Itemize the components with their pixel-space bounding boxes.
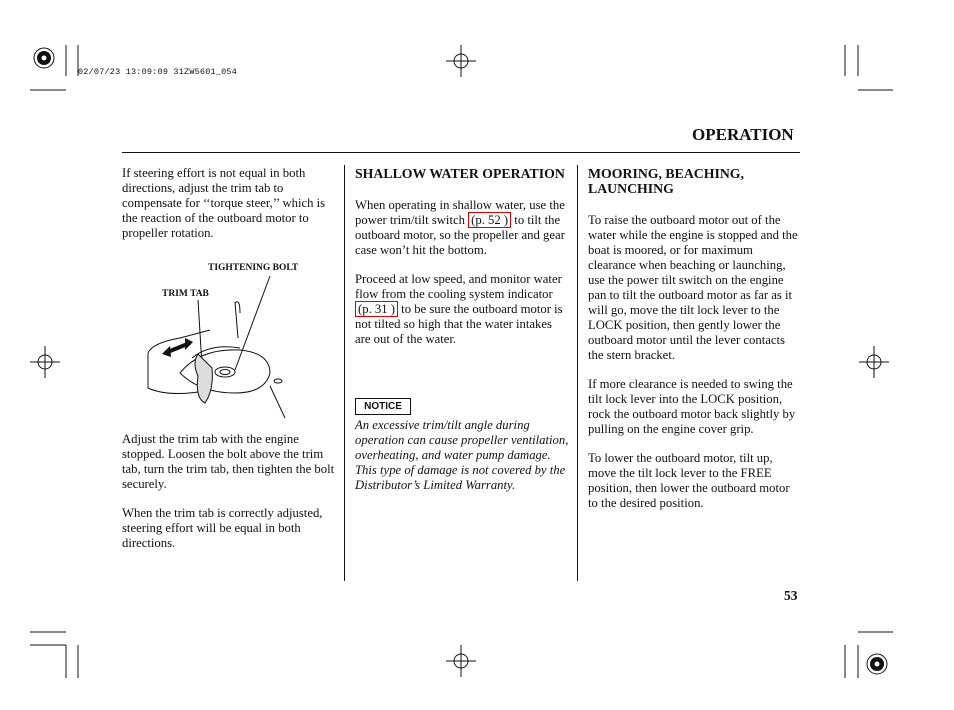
paragraph: When the trim tab is correctly adjusted, steering effort will be equal in both directions. bbox=[122, 506, 323, 550]
print-slug: 02/07/23 13:09:09 31ZW5601_054 bbox=[78, 67, 238, 77]
page-reference-link[interactable]: (p. 52 ) bbox=[468, 212, 511, 228]
notice-badge: NOTICE bbox=[355, 398, 411, 415]
paragraph: Adjust the trim tab with the engine stopped. Loosen the bolt above the trim tab, turn the trim tab, then tighten the bolt securely. bbox=[122, 432, 335, 491]
right-column bbox=[588, 166, 801, 525]
left-column-lower bbox=[122, 432, 337, 565]
section-heading: MOORING, BEACHING, LAUNCHING bbox=[588, 166, 744, 196]
middle-column bbox=[355, 166, 570, 361]
paragraph: Proceed at low speed, and monitor water flow from the cooling system indicator (p. 31 ) to be sure the outboard motor is not tilted so high that the water intakes are out of the water. bbox=[355, 272, 563, 346]
trim-tab-figure bbox=[140, 258, 340, 423]
column-divider bbox=[344, 165, 345, 581]
paragraph: If steering effort is not equal in both directions, adjust the trim tab to compensate for ‘‘torque steer,’’ which is the reaction of the outboard motor to propeller rotation. bbox=[122, 166, 326, 240]
paragraph: To raise the outboard motor out of the water while the engine is stopped and the boat is moored, or for maximum clearance when beaching or launching, use the power tilt switch on the engine pan to tilt the outboard motor as far as it will go, move the tilt lock lever to the LOCK position, then gently lower the outboard motor until the lever contacts the stern bracket. bbox=[588, 213, 798, 362]
paragraph: When operating in shallow water, use the power trim/tilt switch (p. 52 ) to tilt the outboard motor, so the propeller and gear case won’t hit the bottom. bbox=[355, 198, 565, 257]
page-reference-link[interactable]: (p. 31 ) bbox=[355, 301, 398, 317]
left-column bbox=[122, 166, 337, 255]
trim-tab-illustration bbox=[140, 258, 340, 423]
registration-star-icon bbox=[867, 654, 887, 674]
section-title: OPERATION bbox=[692, 125, 794, 144]
section-heading: SHALLOW WATER OPERATION bbox=[355, 166, 565, 181]
notice-text: An excessive trim/tilt angle during operation can cause propeller ventilation, overheating, and water pump damage. This type of damage is not covered by the Distributor’s Limited Warranty. bbox=[355, 418, 569, 492]
figure-label-bolt: TIGHTENING BOLT bbox=[208, 263, 299, 273]
paragraph: If more clearance is needed to swing the tilt lock lever into the LOCK position, rock the outboard motor back slightly by pulling on the engine cover grip. bbox=[588, 377, 796, 436]
registration-star-icon bbox=[34, 48, 54, 68]
header-rule bbox=[122, 152, 800, 153]
paragraph: To lower the outboard motor, tilt up, move the tilt lock lever to the FREE position, then lower the outboard motor to the desired position. bbox=[588, 451, 790, 510]
figure-label-tab: TRIM TAB bbox=[162, 289, 209, 299]
page-number: 53 bbox=[784, 588, 798, 603]
column-divider bbox=[577, 165, 578, 581]
